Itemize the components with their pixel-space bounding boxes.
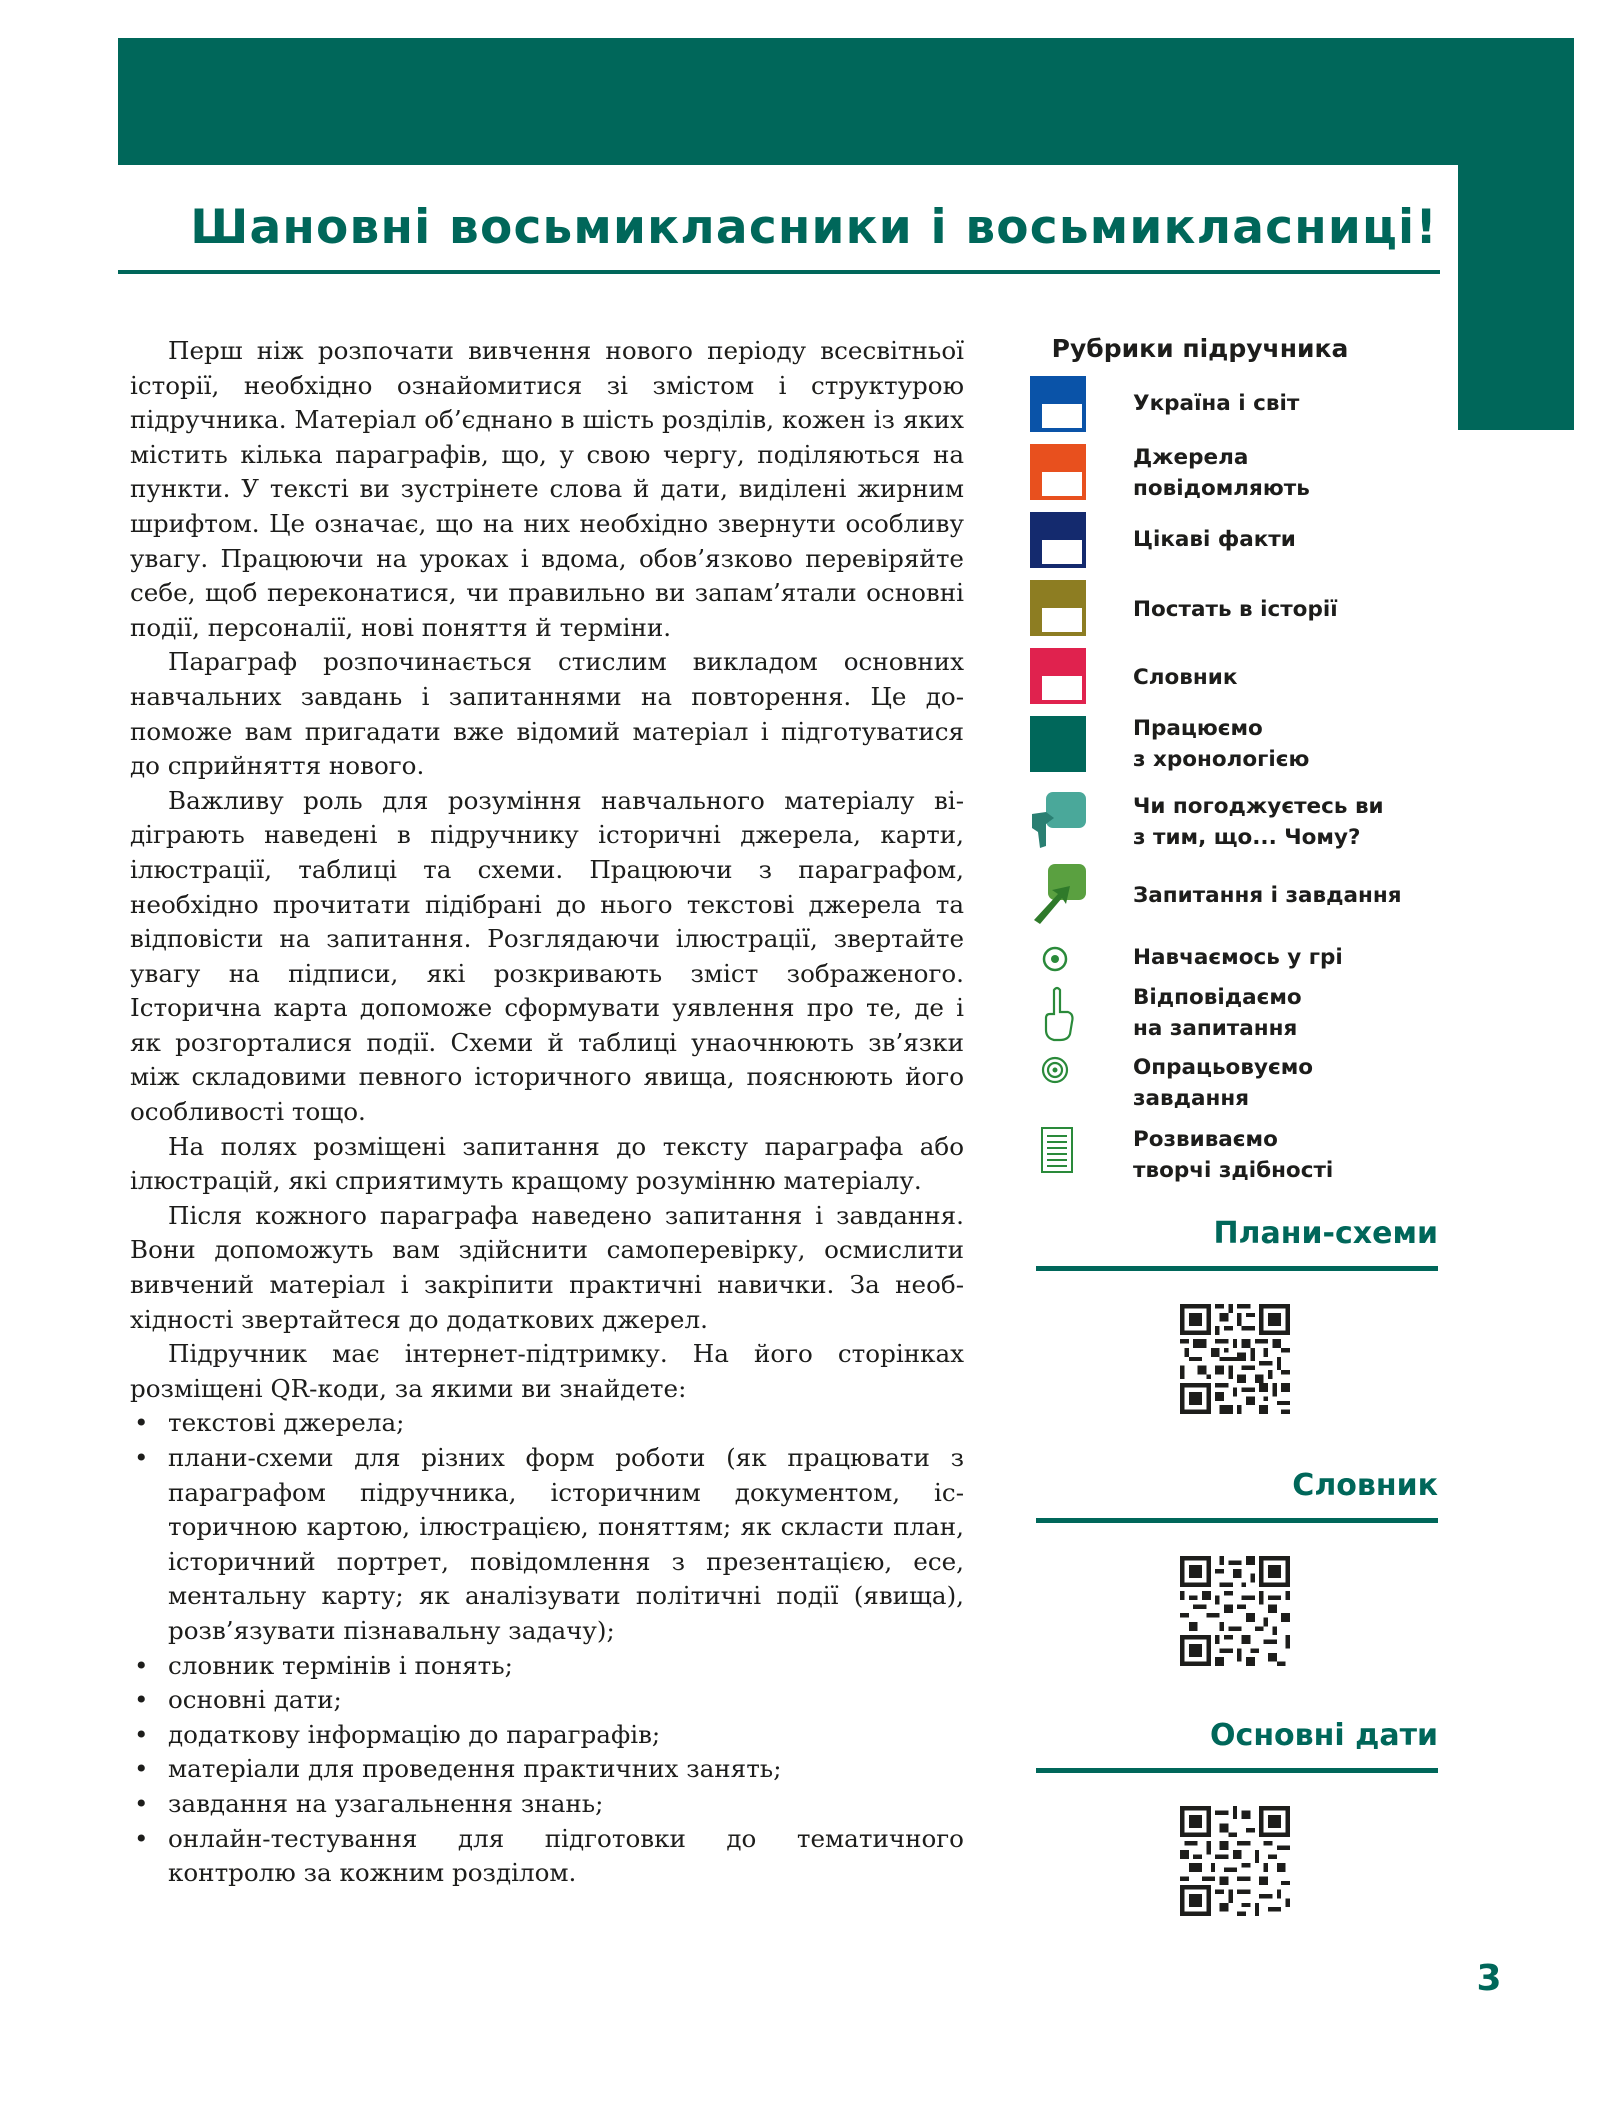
pointing-hand-icon <box>1030 792 1090 854</box>
paragraph: Перш ніж розпочати вивчення нового періоду всесвітньої історії, необхідно ознайомитися зі змістом і структурою підручника. Матеріал об’єднано в шість розділів, кожен із яких містить кілька параграфів, що, у свою чергу, поділяються на пункти. У тексті ви зустрінете слова й дати, виділені жирним шрифтом. Це означає, що на них необхідно звернути особливу увагу. Працюючи на уроках і вдома, обов’язково перевіряйте себе, щоб переконатися, чи правильно ви запам’ятали основні події, персоналії, нові поняття й терміни. <box>130 336 964 642</box>
section-heading-dictionary: Словник <box>1292 1468 1438 1503</box>
section-rule <box>1036 1768 1438 1773</box>
resource-list <box>130 1406 964 1890</box>
qr-code-icon[interactable] <box>1180 1806 1290 1916</box>
rubric-chronology <box>1030 716 1460 772</box>
chapter-side-tab <box>1458 38 1574 430</box>
arrow-hand-icon <box>1030 864 1090 924</box>
rubric-facts <box>1030 512 1460 568</box>
list-item: • додаткову інформацію до параграфів; <box>130 1718 964 1753</box>
bullseye-icon <box>1039 1054 1071 1086</box>
list-item: • плани-схеми для різних форм роботи (як працювати з параграфом підручника, історичним документом, історичною картою, ілюстрацією, поняттям; як скласти план, історичний портрет, повідомлення з презентацією, есе, ментальну карту; як аналізувати політичні події (явища), розв’язувати пізнавальну задачу); <box>130 1441 964 1649</box>
crimson-square-icon <box>1030 648 1086 704</box>
section-heading-dates: Основні дати <box>1210 1718 1438 1753</box>
rubric-label: Чи погоджуєтесь ви з тим, що... Чому? <box>1133 794 1384 850</box>
section-heading-plans: Плани-схеми <box>1213 1216 1438 1251</box>
rubric-label: Словник <box>1133 665 1238 690</box>
qr-code-icon[interactable] <box>1180 1304 1290 1414</box>
rubric-person <box>1030 580 1460 636</box>
rubric-dictionary <box>1030 648 1460 704</box>
target-dot-icon <box>1040 944 1070 974</box>
document-lines-icon <box>1040 1126 1074 1174</box>
list-item: • словник термінів і понять; <box>130 1649 964 1684</box>
rubric-label: Навчаємось у грі <box>1133 945 1343 970</box>
page-number: 3 <box>1476 1958 1502 1999</box>
list-item: • матеріали для проведення практичних занять; <box>130 1752 964 1787</box>
list-item: • онлайн-тестування для підготовки до тематичного контролю за кожним розділом. <box>130 1822 964 1891</box>
main-text <box>130 334 964 1891</box>
teal-square-icon <box>1030 716 1086 772</box>
rubric-label: Запитання і завдання <box>1133 883 1402 908</box>
paragraph: На полях розміщені запитання до тексту параграфа або ілюстрацій, які сприятимуть кращому розумінню матеріалу. <box>130 1131 964 1196</box>
blue-square-icon <box>1030 376 1086 432</box>
rubric-label: Опрацьовуємо завдання <box>1133 1055 1314 1111</box>
raised-finger-icon <box>1042 986 1078 1042</box>
qr-code-icon[interactable] <box>1180 1556 1290 1666</box>
paragraph: Підручник має інтернет-підтримку. На його сторінках розміщені QR-коди, за якими ви знайдете: <box>130 1339 964 1403</box>
paragraph: Параграф розпочинається стислим викладом основних навчальних завдань і запитаннями на повторення. Це допоможе вам пригадати вже відомий матеріал і підготуватися до сприйняття нового. <box>130 647 964 781</box>
navy-square-icon <box>1030 512 1086 568</box>
title-underline <box>118 270 1440 274</box>
paragraph: Важливу роль для розуміння навчального матеріалу відіграють наведені в підручнику історичні джерела, карти, ілюстрації, таблиці та схеми. Працюючи з параграфом, необхідно прочитати підібрані до нього текстові джерела та відповісти на запитання. Розглядаючи ілюстрації, звертайте увагу на підписи, які розкривають зміст зображеного. Історична карта допоможе сформувати уявлення про те, де і як розгорталися події. Схеми й таблиці унаочнюють зв’язки між складовими певного історичного явища, пояснюють його особливості тощо. <box>130 785 964 1127</box>
rubric-sources <box>1030 444 1460 500</box>
olive-square-icon <box>1030 580 1086 636</box>
list-item: • завдання на узагальнення знань; <box>130 1787 964 1822</box>
rubric-label: Цікаві факти <box>1133 527 1296 552</box>
list-item: • текстові джерела; <box>130 1406 964 1441</box>
rubric-label: Джерела повідомляють <box>1133 445 1310 501</box>
rubric-label: Розвиваємо творчі здібності <box>1133 1127 1334 1183</box>
header-band <box>118 38 1574 165</box>
paragraph: Після кожного параграфа наведено запитання і завдання. Вони допоможуть вам здійснити самоперевірку, осмислити вивчений матеріал і закріпити практичні навички. За необхідності звертайтеся до додаткових джерел. <box>130 1200 964 1334</box>
rubric-label: Працюємо з хронологією <box>1133 716 1310 772</box>
rubric-label: Україна і світ <box>1133 391 1300 416</box>
orange-square-icon <box>1030 444 1086 500</box>
rubrics-legend <box>1030 334 1450 1183</box>
rubric-ukraine-world <box>1030 376 1460 432</box>
section-rule <box>1036 1518 1438 1523</box>
rubric-label: Відповідаємо на запитання <box>1133 985 1302 1041</box>
rubrics-title: Рубрики підручника <box>1051 334 1349 363</box>
list-item: • основні дати; <box>130 1683 964 1718</box>
section-rule <box>1036 1266 1438 1271</box>
page-title: Шановні восьмикласники і восьмикласниці! <box>190 200 1438 255</box>
rubric-label: Постать в історії <box>1133 597 1338 622</box>
